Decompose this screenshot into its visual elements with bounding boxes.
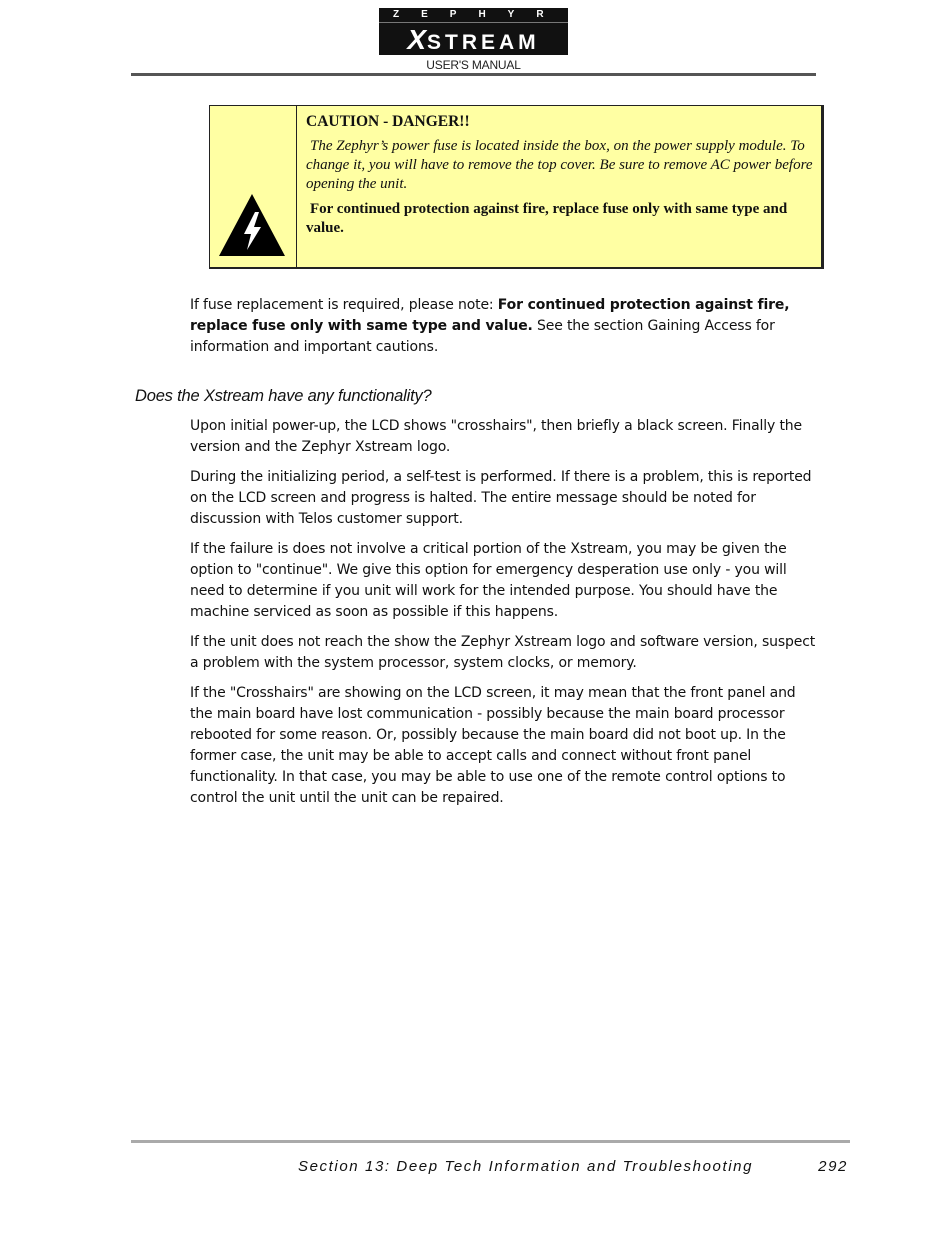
caution-icon-cell bbox=[210, 106, 297, 267]
section-heading: Does the Xstream have any functionality? bbox=[135, 387, 432, 405]
paragraph-failure-continue: If the failure is does not involve a critical portion of the Xstream, you may be given the option to "continue". We give this option for emergency desperation use only - you will need to determine if you unit will work for the intended purpose. You should have the machine serviced as soon as possible if this happens. bbox=[190, 541, 787, 620]
footer-section-title: Section 13: Deep Tech Information and Troubleshooting bbox=[298, 1158, 754, 1175]
caution-box bbox=[209, 105, 824, 269]
caution-fire-protection: For continued protection against fire, replace fuse only with same type and value. bbox=[306, 201, 788, 236]
fuse-note-paragraph bbox=[190, 295, 820, 358]
paragraph-crosshairs: If the "Crosshairs" are showing on the LCD screen, it may mean that the front panel and the main board have lost communication - possibly because the main board processor rebooted for some reason. Or, possibly because the main board did not boot up. In the former case, the unit may be able to accept calls and connect without front panel functionality. In that case, you may be able to use one of the remote control options to control the unit until the unit can be repaired. bbox=[190, 685, 796, 806]
paragraph-logo-missing: If the unit does not reach the show the Zephyr Xstream logo and software version, suspect a problem with the system processor, system clocks, or memory. bbox=[190, 634, 816, 671]
fuse-note-bold: For continued protection against fire, replace fuse only with same type and value. bbox=[190, 297, 790, 334]
fuse-note-tail: See the section Gaining Access for information and important cautions. bbox=[190, 318, 775, 355]
logo-zephyr-wordmark: ZEPHYR bbox=[379, 8, 568, 23]
header-divider bbox=[131, 73, 816, 76]
caution-title: CAUTION - DANGER!! bbox=[306, 113, 470, 130]
functionality-section bbox=[190, 416, 820, 818]
fuse-note bbox=[190, 295, 820, 367]
high-voltage-warning-icon bbox=[219, 194, 285, 256]
users-manual-label: USER'S MANUAL bbox=[426, 58, 521, 72]
logo-x-letter: X bbox=[407, 24, 427, 55]
caution-fuse-location: The Zephyr’s power fuse is located inside the box, on the power supply module. To change it, you will have to remove the top cover. Be sure to remove AC power before opening the unit. bbox=[306, 138, 813, 192]
zephyr-xstream-logo bbox=[379, 8, 568, 55]
page-footer bbox=[298, 1158, 850, 1175]
paragraph-self-test: During the initializing period, a self-test is performed. If there is a problem, this is reported on the LCD screen and progress is halted. The entire message should be noted for discussion with Telos customer support. bbox=[190, 469, 812, 527]
logo-stream-text: STREAM bbox=[427, 31, 540, 54]
footer-divider bbox=[131, 1140, 850, 1143]
paragraph-power-up: Upon initial power-up, the LCD shows "crosshairs", then briefly a black screen. Finally the version and the Zephyr Xstream logo. bbox=[190, 418, 802, 455]
caution-text bbox=[306, 112, 816, 238]
page-number: 292 bbox=[818, 1158, 848, 1175]
fuse-note-lead: If fuse replacement is required, please note: bbox=[190, 297, 498, 313]
logo-xstream-wordmark bbox=[379, 25, 568, 55]
